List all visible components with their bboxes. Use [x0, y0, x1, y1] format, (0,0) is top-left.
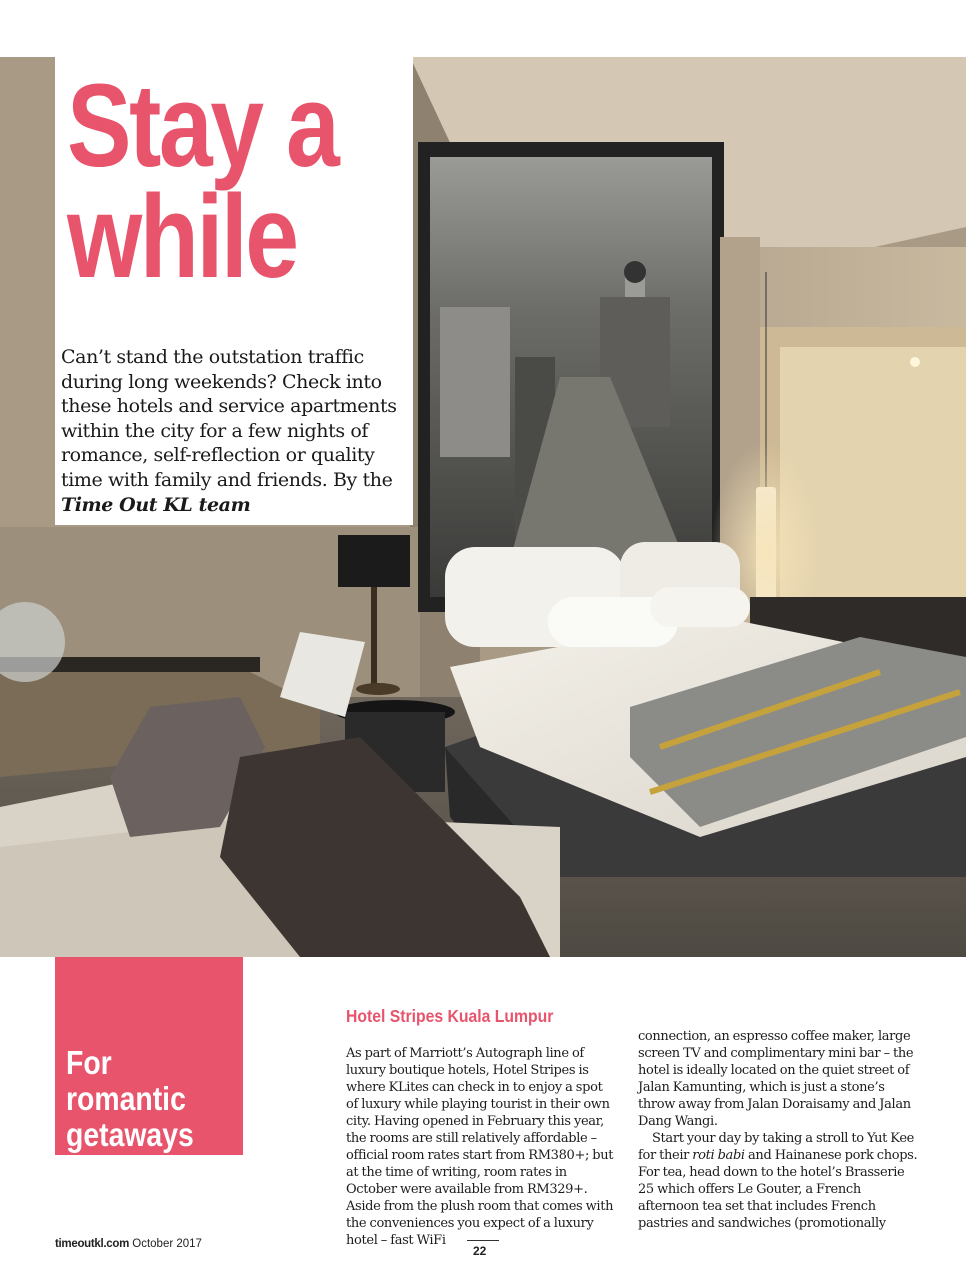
article-paragraph-1: As part of Marriott’s Autograph line of luxury boutique hotels, Hotel Stripes is where KLites can check in to enjoy a spot of luxury while playing tourist in their own city. Having opened in February this year, the rooms are still relatively affordable – official room rates start from RM380+; but at the time of writing, room rates in October were available from RM329+. Aside from the plush room that comes with the conveniences you expect of a luxury hotel – fast WiFi — [346, 1046, 614, 1248]
intro-body: Can’t stand the outstation traffic during long weekends? Check into these hotels and service apartments within the city for a few nights of romance, self-reflection or quality time with family and friends. By the — [61, 346, 397, 491]
headline-line-2: while — [67, 170, 297, 303]
page-number-rule — [467, 1240, 499, 1241]
title-panel — [55, 57, 413, 525]
category-heading — [66, 1045, 194, 1153]
category-line-3: getaways — [66, 1116, 194, 1153]
article-column-1 — [346, 1045, 616, 1249]
paragraph-2-text-b: and Hainanese pork chops. For tea, head down to the hotel’s Brasserie 25 which offers Le Gouter, a French afternoon tea set that includes French pastries and sandwiches (promotionally — [638, 1148, 918, 1231]
footer-issue: October 2017 — [132, 1238, 202, 1250]
article-title: Hotel Stripes Kuala Lumpur — [346, 1006, 554, 1026]
category-box — [55, 957, 243, 1155]
page-number: 22 — [473, 1244, 487, 1258]
category-line-1: For — [66, 1044, 112, 1081]
intro-text — [61, 345, 397, 517]
paragraph-2-text-a: Start your day by taking a stroll to Yut Kee for their — [638, 1131, 915, 1163]
headline — [67, 60, 349, 303]
footer-site: timeoutkl.com — [55, 1238, 130, 1250]
footer-credit — [55, 1238, 202, 1250]
paragraph-2-emphasis: roti babi — [692, 1148, 745, 1163]
intro-byline: Time Out KL team — [61, 493, 251, 516]
article-column-2 — [638, 1028, 918, 1232]
article-paragraph-2 — [638, 1130, 918, 1232]
category-line-2: romantic — [66, 1080, 186, 1117]
article-paragraph-1-continued: connection, an espresso coffee maker, large screen TV and complimentary mini bar – the hotel is ideally located on the quiet street of Jalan Kamunting, which is just a stone’s throw away from Jalan Doraisamy and Jalan Dang Wangi. — [638, 1029, 914, 1129]
headline-line-1: Stay a — [67, 60, 338, 192]
